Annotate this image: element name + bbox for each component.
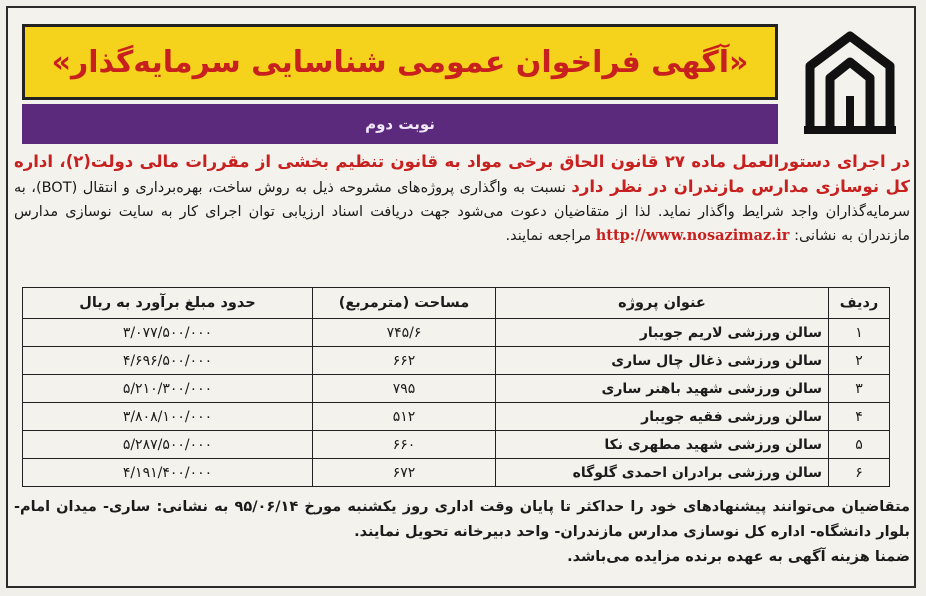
table-row	[23, 459, 890, 487]
closing-submission-text: متقاضیان می‌توانند پیشنهادهای خود را حداکثر تا پایان وقت اداری روز یکشنبه مورخ ۹۵/۰۶/۱۴ به نشانی: ساری- میدان امام- بلوار دانشگاه- اداره کل نوسازی مدارس مازندران- واحد دبیرخانه تحویل نمایند.	[14, 499, 910, 540]
intro-tail-text: مراجعه نمایند.	[505, 228, 592, 244]
intro-red-text: در اجرای دستورالعمل ماده ۲۷ قانون الحاق برخی مواد به قانون تنظیم بخشی از مقررات مالی دولت(۲)، اداره کل نوسازی مدارس مازندران در نظر دارد	[14, 152, 910, 196]
row-project: سالن ورزشی لاریم جویبار	[496, 319, 829, 347]
projects-table	[22, 287, 890, 487]
row-area: ۷۴۵/۶	[313, 319, 496, 347]
table-row	[23, 347, 890, 375]
website-link[interactable]: http://www.nosazimaz.ir	[595, 227, 790, 244]
round-label: نوبت دوم	[365, 115, 435, 133]
row-index: ۵	[829, 431, 890, 459]
row-area: ۶۶۰	[313, 431, 496, 459]
row-project: سالن ورزشی شهید مطهری نکا	[496, 431, 829, 459]
notice-title: «آگهی فراخوان عمومی شناسایی سرمایه‌گذار»	[51, 44, 749, 80]
table-header-row	[23, 288, 890, 319]
row-price: ۵/۲۸۷/۵۰۰/۰۰۰	[23, 431, 313, 459]
row-area: ۷۹۵	[313, 375, 496, 403]
notice-title-banner	[22, 24, 778, 100]
row-area: ۵۱۲	[313, 403, 496, 431]
row-project: سالن ورزشی فقیه جویبار	[496, 403, 829, 431]
header-project: عنوان پروژه	[496, 288, 829, 319]
row-project: سالن ورزشی برادران احمدی گلوگاه	[496, 459, 829, 487]
row-price: ۵/۲۱۰/۳۰۰/۰۰۰	[23, 375, 313, 403]
row-area: ۶۶۲	[313, 347, 496, 375]
row-index: ۲	[829, 347, 890, 375]
closing-cost-text: ضمنا هزینه آگهی به عهده برنده مزایده می‌باشد.	[567, 549, 910, 565]
table-row	[23, 375, 890, 403]
row-area: ۶۷۲	[313, 459, 496, 487]
intro-body-text: نسبت به واگذاری پروژه‌های مشروحه ذیل به روش ساخت، بهره‌برداری و انتقال (BOT)، به سرمایه‌گذاران واجد شرایط واگذار نماید. لذا از متقاضیان دعوت می‌شود جهت دریافت اسناد ارزیابی توان اجرای کار به سایت نوسازی مدارس مازندران به نشانی:	[14, 180, 910, 244]
table-row	[23, 403, 890, 431]
row-price: ۳/۰۷۷/۵۰۰/۰۰۰	[23, 319, 313, 347]
school-renovation-logo-icon	[800, 26, 900, 138]
intro-paragraph	[14, 150, 910, 248]
header-price: حدود مبلغ برآورد به ریال	[23, 288, 313, 319]
row-project: سالن ورزشی ذغال چال ساری	[496, 347, 829, 375]
row-project: سالن ورزشی شهید باهنر ساری	[496, 375, 829, 403]
closing-paragraph	[14, 495, 910, 570]
header-area: مساحت (مترمربع)	[313, 288, 496, 319]
row-index: ۴	[829, 403, 890, 431]
row-price: ۴/۶۹۶/۵۰۰/۰۰۰	[23, 347, 313, 375]
table-row	[23, 319, 890, 347]
row-price: ۴/۱۹۱/۴۰۰/۰۰۰	[23, 459, 313, 487]
row-index: ۶	[829, 459, 890, 487]
row-index: ۱	[829, 319, 890, 347]
header-index: ردیف	[829, 288, 890, 319]
row-index: ۳	[829, 375, 890, 403]
table-row	[23, 431, 890, 459]
row-price: ۳/۸۰۸/۱۰۰/۰۰۰	[23, 403, 313, 431]
round-bar	[22, 104, 778, 144]
